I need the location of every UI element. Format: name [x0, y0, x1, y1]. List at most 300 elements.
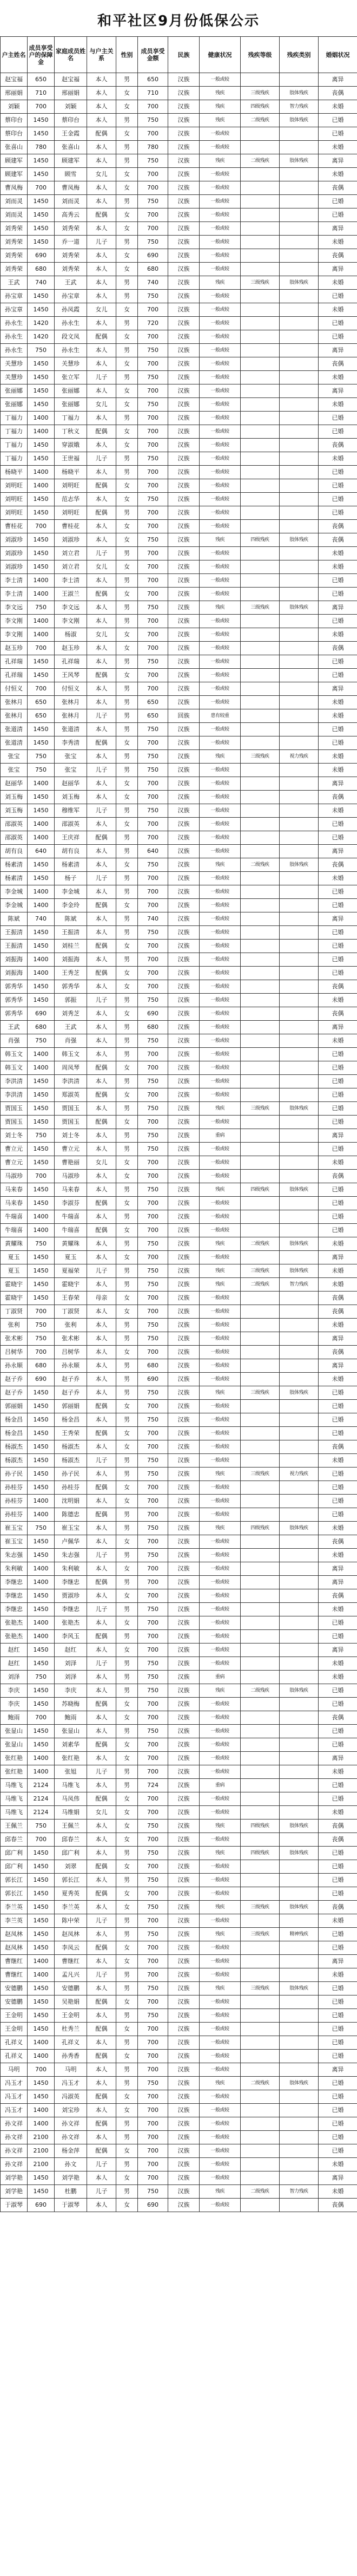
household-amount-cell: 1400: [28, 1508, 55, 1522]
table-row: [1, 831, 357, 845]
disability-type-cell: [280, 777, 319, 791]
disability-type-cell: [280, 2171, 319, 2185]
household-head-cell: 赵丽华: [1, 777, 28, 791]
relation-cell: 本人: [87, 87, 116, 100]
disability-type-cell: [280, 195, 319, 208]
table-row: [1, 560, 357, 574]
disability-level-cell: [241, 1914, 280, 1928]
member-amount-cell: 700: [138, 1860, 168, 1874]
member-amount-cell: 700: [138, 1048, 168, 1061]
gender-cell: 女: [116, 642, 138, 655]
disability-type-cell: [280, 628, 319, 642]
marital-status-cell: 丧偶: [319, 520, 357, 533]
member-amount-cell: 700: [138, 1698, 168, 1711]
ethnicity-cell: 汉族: [168, 940, 200, 953]
table-row: [1, 1468, 357, 1481]
ethnicity-cell: 汉族: [168, 858, 200, 872]
household-head-cell: 李继忠: [1, 1589, 28, 1603]
household-head-cell: 付恒义: [1, 682, 28, 696]
disability-level-cell: [241, 236, 280, 249]
household-head-cell: 安德鹏: [1, 1982, 28, 1995]
disability-level-cell: [241, 764, 280, 777]
relation-cell: 本人: [87, 1725, 116, 1738]
marital-status-cell: 离异: [319, 1332, 357, 1346]
household-head-cell: 于淑琴: [1, 2199, 28, 2212]
household-amount-cell: 1450: [28, 1440, 55, 1454]
gender-cell: 女: [116, 1738, 138, 1752]
disability-type-cell: [280, 236, 319, 249]
gender-cell: 男: [116, 452, 138, 466]
member-amount-cell: 750: [138, 1874, 168, 1887]
table-row: [1, 953, 357, 967]
marital-status-cell: 未婚: [319, 1914, 357, 1928]
gender-cell: 男: [116, 1102, 138, 1116]
member-name-cell: 张显山: [55, 1725, 87, 1738]
disability-level-cell: [241, 2063, 280, 2077]
member-amount-cell: 700: [138, 2036, 168, 2050]
disability-level-cell: [241, 1616, 280, 1630]
relation-cell: 本人: [87, 858, 116, 872]
marital-status-cell: 未婚: [319, 1657, 357, 1671]
ethnicity-cell: 汉族: [168, 1901, 200, 1914]
disability-type-cell: [280, 1995, 319, 2009]
household-amount-cell: 650: [28, 709, 55, 723]
member-name-cell: 苏晓梅: [55, 1698, 87, 1711]
marital-status-cell: 丧偶: [319, 1901, 357, 1914]
member-name-cell: 曹凤梅: [55, 181, 87, 195]
health-cell: 一般或较: [200, 168, 241, 181]
relation-cell: 本人: [87, 750, 116, 764]
member-amount-cell: 700: [138, 1806, 168, 1819]
disability-level-cell: [241, 1210, 280, 1224]
member-amount-cell: 750: [138, 1468, 168, 1481]
household-head-cell: 邱广利: [1, 1860, 28, 1874]
member-amount-cell: 700: [138, 1292, 168, 1305]
gender-cell: 男: [116, 872, 138, 885]
disability-level-cell: 三级残疾: [241, 1386, 280, 1400]
household-amount-cell: 1450: [28, 980, 55, 994]
household-amount-cell: 740: [28, 276, 55, 290]
marital-status-cell: 已婚: [319, 1427, 357, 1440]
disability-type-cell: 肢体残疾: [280, 1183, 319, 1197]
disability-type-cell: [280, 1495, 319, 1508]
disability-type-cell: [280, 1116, 319, 1129]
member-name-cell: 王佩兰: [55, 1819, 87, 1833]
disability-level-cell: [241, 1156, 280, 1170]
gender-cell: 女: [116, 493, 138, 506]
ethnicity-cell: 汉族: [168, 1495, 200, 1508]
table-body: [1, 73, 357, 2212]
marital-status-cell: 未婚: [319, 1319, 357, 1332]
member-name-cell: 孔祥瑞: [55, 655, 87, 669]
table-row: [1, 682, 357, 696]
ethnicity-cell: 汉族: [168, 682, 200, 696]
household-amount-cell: 1400: [28, 1630, 55, 1644]
marital-status-cell: 未婚: [319, 371, 357, 384]
member-name-cell: 沈明娟: [55, 1495, 87, 1508]
disability-type-cell: [280, 1319, 319, 1332]
gender-cell: 女: [116, 357, 138, 371]
disability-type-cell: 肢体残疾: [280, 1237, 319, 1251]
household-head-cell: 赵红: [1, 1657, 28, 1671]
gender-cell: 女: [116, 1535, 138, 1549]
disability-type-cell: [280, 1210, 319, 1224]
member-name-cell: 刘明旺: [55, 506, 87, 520]
gender-cell: 女: [116, 2199, 138, 2212]
household-amount-cell: 710: [28, 87, 55, 100]
disability-level-cell: [241, 899, 280, 912]
table-row: [1, 2063, 357, 2077]
household-head-cell: 刘而灵: [1, 208, 28, 222]
member-name-cell: 张林月: [55, 709, 87, 723]
marital-status-cell: 已婚: [319, 1779, 357, 1792]
relation-cell: 儿子: [87, 452, 116, 466]
member-name-cell: 孟凡兴: [55, 1968, 87, 1982]
ethnicity-cell: 汉族: [168, 249, 200, 263]
household-head-cell: 马明: [1, 2063, 28, 2077]
disability-level-cell: [241, 1725, 280, 1738]
marital-status-cell: 已婚: [319, 1413, 357, 1427]
ethnicity-cell: 汉族: [168, 2104, 200, 2117]
gender-cell: 男: [116, 2063, 138, 2077]
relation-cell: 本人: [87, 2131, 116, 2144]
marital-status-cell: 已婚: [319, 926, 357, 940]
member-amount-cell: 750: [138, 1657, 168, 1671]
relation-cell: 配偶: [87, 1887, 116, 1901]
ethnicity-cell: 汉族: [168, 520, 200, 533]
household-head-cell: 邱春兰: [1, 1833, 28, 1847]
household-head-cell: 朱志强: [1, 1549, 28, 1562]
ethnicity-cell: 汉族: [168, 1616, 200, 1630]
table-row: [1, 709, 357, 723]
health-cell: 一般或较: [200, 506, 241, 520]
member-name-cell: 杨淑杰: [55, 1454, 87, 1468]
member-name-cell: 刘秀荣: [55, 222, 87, 236]
health-cell: 一般或较: [200, 493, 241, 506]
member-amount-cell: 700: [138, 439, 168, 452]
table-row: [1, 1779, 357, 1792]
relation-cell: 本人: [87, 493, 116, 506]
household-amount-cell: 1450: [28, 1116, 55, 1129]
relation-cell: 本人: [87, 1170, 116, 1183]
ethnicity-cell: 汉族: [168, 1170, 200, 1183]
disability-level-cell: [241, 398, 280, 412]
disability-type-cell: [280, 2009, 319, 2023]
disability-level-cell: [241, 506, 280, 520]
ethnicity-cell: 汉族: [168, 1982, 200, 1995]
relation-cell: 儿子: [87, 1765, 116, 1779]
member-amount-cell: 690: [138, 1373, 168, 1386]
marital-status-cell: 未婚: [319, 560, 357, 574]
marital-status-cell: 已婚: [319, 1197, 357, 1210]
household-head-cell: 朱利敏: [1, 1562, 28, 1576]
relation-cell: 本人: [87, 1183, 116, 1197]
table-row: [1, 1210, 357, 1224]
disability-type-cell: [280, 1603, 319, 1616]
health-cell: 一般或较: [200, 73, 241, 87]
marital-status-cell: 已婚: [319, 885, 357, 899]
gender-cell: 男: [116, 73, 138, 87]
member-name-cell: 王秀荣: [55, 1427, 87, 1440]
relation-cell: 本人: [87, 466, 116, 479]
disability-level-cell: [241, 655, 280, 669]
disability-type-cell: [280, 1765, 319, 1779]
household-head-cell: 孙永顺: [1, 1359, 28, 1373]
disability-type-cell: 智力残疾: [280, 1278, 319, 1292]
disability-type-cell: [280, 520, 319, 533]
disability-level-cell: [241, 912, 280, 926]
disability-type-cell: [280, 1251, 319, 1264]
disability-level-cell: [241, 2090, 280, 2104]
member-name-cell: 卢佩华: [55, 1535, 87, 1549]
household-amount-cell: 650: [28, 73, 55, 87]
gender-cell: 女: [116, 479, 138, 493]
member-name-cell: 孙秀香: [55, 2050, 87, 2063]
gender-cell: 男: [116, 1684, 138, 1698]
ethnicity-cell: 汉族: [168, 1021, 200, 1034]
member-amount-cell: 750: [138, 1102, 168, 1116]
table-row: [1, 1400, 357, 1413]
disability-type-cell: [280, 249, 319, 263]
marital-status-cell: 已婚: [319, 940, 357, 953]
member-name-cell: 张喜山: [55, 141, 87, 154]
ethnicity-cell: 汉族: [168, 1725, 200, 1738]
gender-cell: 女: [116, 168, 138, 181]
member-name-cell: 马凤伟: [55, 1792, 87, 1806]
household-head-cell: 韩玉文: [1, 1048, 28, 1061]
member-amount-cell: 750: [138, 1386, 168, 1400]
relation-cell: 本人: [87, 696, 116, 709]
household-head-cell: 李金城: [1, 885, 28, 899]
member-name-cell: 曹继红: [55, 1955, 87, 1968]
household-head-cell: 刘秀荣: [1, 222, 28, 236]
ethnicity-cell: 汉族: [168, 127, 200, 141]
ethnicity-cell: 汉族: [168, 1143, 200, 1156]
health-cell: 一般或较: [200, 655, 241, 669]
relation-cell: 本人: [87, 1779, 116, 1792]
table-row: [1, 425, 357, 439]
household-amount-cell: 1400: [28, 777, 55, 791]
table-row: [1, 1603, 357, 1616]
member-name-cell: 孙凤霞: [55, 303, 87, 317]
disability-type-cell: [280, 1860, 319, 1874]
marital-status-cell: 未婚: [319, 2185, 357, 2199]
marital-status-cell: 离异: [319, 1752, 357, 1765]
household-amount-cell: 1450: [28, 1887, 55, 1901]
disability-type-cell: [280, 1941, 319, 1955]
relation-cell: 本人: [87, 2199, 116, 2212]
disability-type-cell: [280, 967, 319, 980]
member-amount-cell: 700: [138, 2117, 168, 2131]
table-row: [1, 736, 357, 750]
member-name-cell: 顾建军: [55, 154, 87, 168]
ethnicity-cell: 汉族: [168, 317, 200, 330]
table-row: [1, 2185, 357, 2199]
table-row: [1, 1901, 357, 1914]
ethnicity-cell: 汉族: [168, 1305, 200, 1319]
ethnicity-cell: 汉族: [168, 831, 200, 845]
ethnicity-cell: 汉族: [168, 1576, 200, 1589]
member-amount-cell: 700: [138, 885, 168, 899]
relation-cell: 本人: [87, 682, 116, 696]
table-row: [1, 628, 357, 642]
relation-cell: 儿子: [87, 804, 116, 818]
member-amount-cell: 700: [138, 1535, 168, 1549]
disability-level-cell: 二级残疾: [241, 858, 280, 872]
disability-type-cell: [280, 831, 319, 845]
health-cell: 一般或较: [200, 1968, 241, 1982]
gender-cell: 男: [116, 141, 138, 154]
health-cell: 一般或较: [200, 615, 241, 628]
household-head-cell: 李继忠: [1, 1576, 28, 1589]
member-amount-cell: 680: [138, 1359, 168, 1373]
health-cell: 一般或较: [200, 588, 241, 601]
disability-type-cell: [280, 560, 319, 574]
disability-type-cell: 肢体残疾: [280, 1847, 319, 1860]
table-row: [1, 1562, 357, 1576]
ethnicity-cell: 汉族: [168, 506, 200, 520]
table-row: [1, 858, 357, 872]
household-head-cell: 刘而灵: [1, 195, 28, 208]
marital-status-cell: 已婚: [319, 1725, 357, 1738]
household-head-cell: 张显山: [1, 1725, 28, 1738]
table-row: [1, 2090, 357, 2104]
disability-type-cell: [280, 1481, 319, 1495]
household-amount-cell: 1450: [28, 1156, 55, 1170]
gender-cell: 女: [116, 1644, 138, 1657]
ethnicity-cell: 汉族: [168, 1292, 200, 1305]
table-row: [1, 1928, 357, 1941]
gender-cell: 女: [116, 1995, 138, 2009]
household-amount-cell: 1450: [28, 655, 55, 669]
relation-cell: 本人: [87, 1319, 116, 1332]
gender-cell: 男: [116, 1264, 138, 1278]
marital-status-cell: 已婚: [319, 818, 357, 831]
health-cell: 残疾: [200, 100, 241, 114]
household-amount-cell: 1450: [28, 371, 55, 384]
disability-type-cell: [280, 1671, 319, 1684]
disability-type-cell: [280, 1197, 319, 1210]
member-name-cell: 郭振: [55, 994, 87, 1007]
disability-type-cell: [280, 1833, 319, 1847]
household-amount-cell: 1450: [28, 1901, 55, 1914]
relation-cell: 儿子: [87, 709, 116, 723]
health-cell: 一般或较: [200, 371, 241, 384]
disability-type-cell: 肢体残疾: [280, 1982, 319, 1995]
gender-cell: 女: [116, 1698, 138, 1711]
disability-type-cell: [280, 1224, 319, 1237]
relation-cell: 本人: [87, 290, 116, 303]
ethnicity-cell: 汉族: [168, 2131, 200, 2144]
health-cell: 一般或较: [200, 195, 241, 208]
gender-cell: 女: [116, 777, 138, 791]
member-name-cell: 李文刚: [55, 615, 87, 628]
table-row: [1, 655, 357, 669]
table-row: [1, 533, 357, 547]
household-head-cell: 关慧珍: [1, 357, 28, 371]
table-row: [1, 1495, 357, 1508]
relation-cell: 本人: [87, 1522, 116, 1535]
disability-type-cell: 视力残疾: [280, 1468, 319, 1481]
disability-level-cell: 三级残疾: [241, 750, 280, 764]
gender-cell: 女: [116, 628, 138, 642]
disability-level-cell: [241, 1061, 280, 1075]
household-head-cell: 郭丽娟: [1, 1400, 28, 1413]
member-amount-cell: 700: [138, 100, 168, 114]
health-cell: 一般或较: [200, 1319, 241, 1332]
ethnicity-cell: 汉族: [168, 1941, 200, 1955]
disability-level-cell: [241, 1251, 280, 1264]
member-name-cell: 冯玉才: [55, 2077, 87, 2090]
ethnicity-cell: 汉族: [168, 87, 200, 100]
marital-status-cell: 丧偶: [319, 1292, 357, 1305]
disability-level-cell: [241, 1454, 280, 1468]
gender-cell: 男: [116, 1522, 138, 1535]
relation-cell: 本人: [87, 1562, 116, 1576]
disability-level-cell: [241, 357, 280, 371]
household-head-cell: 贾国玉: [1, 1102, 28, 1116]
household-amount-cell: 1450: [28, 2009, 55, 2023]
health-cell: 重病: [200, 1779, 241, 1792]
table-row: [1, 750, 357, 764]
household-head-cell: 张艳杰: [1, 1616, 28, 1630]
member-amount-cell: 750: [138, 493, 168, 506]
household-amount-cell: 1450: [28, 994, 55, 1007]
disability-level-cell: [241, 1657, 280, 1671]
member-name-cell: 刘士冬: [55, 1129, 87, 1143]
household-head-cell: 马淑珍: [1, 1170, 28, 1183]
household-head-cell: 肖强: [1, 1034, 28, 1048]
member-name-cell: 王武: [55, 1021, 87, 1034]
health-cell: 一般或较: [200, 1738, 241, 1752]
disability-level-cell: [241, 926, 280, 940]
disability-type-cell: 视力残疾: [280, 750, 319, 764]
table-row: [1, 804, 357, 818]
health-cell: 一般或较: [200, 967, 241, 980]
member-name-cell: 丁秋义: [55, 425, 87, 439]
marital-status-cell: 丧偶: [319, 87, 357, 100]
relation-cell: 本人: [87, 1129, 116, 1143]
household-amount-cell: 690: [28, 2199, 55, 2212]
marital-status-cell: 未婚: [319, 276, 357, 290]
table-row: [1, 263, 357, 276]
disability-level-cell: 三级残疾: [241, 1928, 280, 1941]
table-row: [1, 1887, 357, 1901]
disability-level-cell: [241, 669, 280, 682]
ethnicity-cell: 汉族: [168, 1468, 200, 1481]
relation-cell: 本人: [87, 2036, 116, 2050]
gender-cell: 女: [116, 1860, 138, 1874]
health-cell: 一般或较: [200, 1887, 241, 1901]
disability-type-cell: [280, 141, 319, 154]
disability-type-cell: 智力残疾: [280, 2185, 319, 2199]
health-cell: 一般或较: [200, 1440, 241, 1454]
household-head-cell: 霍晓宇: [1, 1278, 28, 1292]
disability-type-cell: [280, 466, 319, 479]
gender-cell: 女: [116, 2090, 138, 2104]
relation-cell: 配偶: [87, 425, 116, 439]
member-name-cell: 刘学艳: [55, 2171, 87, 2185]
marital-status-cell: 未婚: [319, 1156, 357, 1170]
household-head-cell: 张丽娜: [1, 384, 28, 398]
disability-level-cell: [241, 1007, 280, 1021]
disability-type-cell: [280, 1292, 319, 1305]
health-cell: 一般或较: [200, 2199, 241, 2212]
ethnicity-cell: 汉族: [168, 1833, 200, 1847]
disability-level-cell: 二级残疾: [241, 1278, 280, 1292]
household-amount-cell: 2100: [28, 2158, 55, 2171]
marital-status-cell: 离异: [319, 344, 357, 357]
